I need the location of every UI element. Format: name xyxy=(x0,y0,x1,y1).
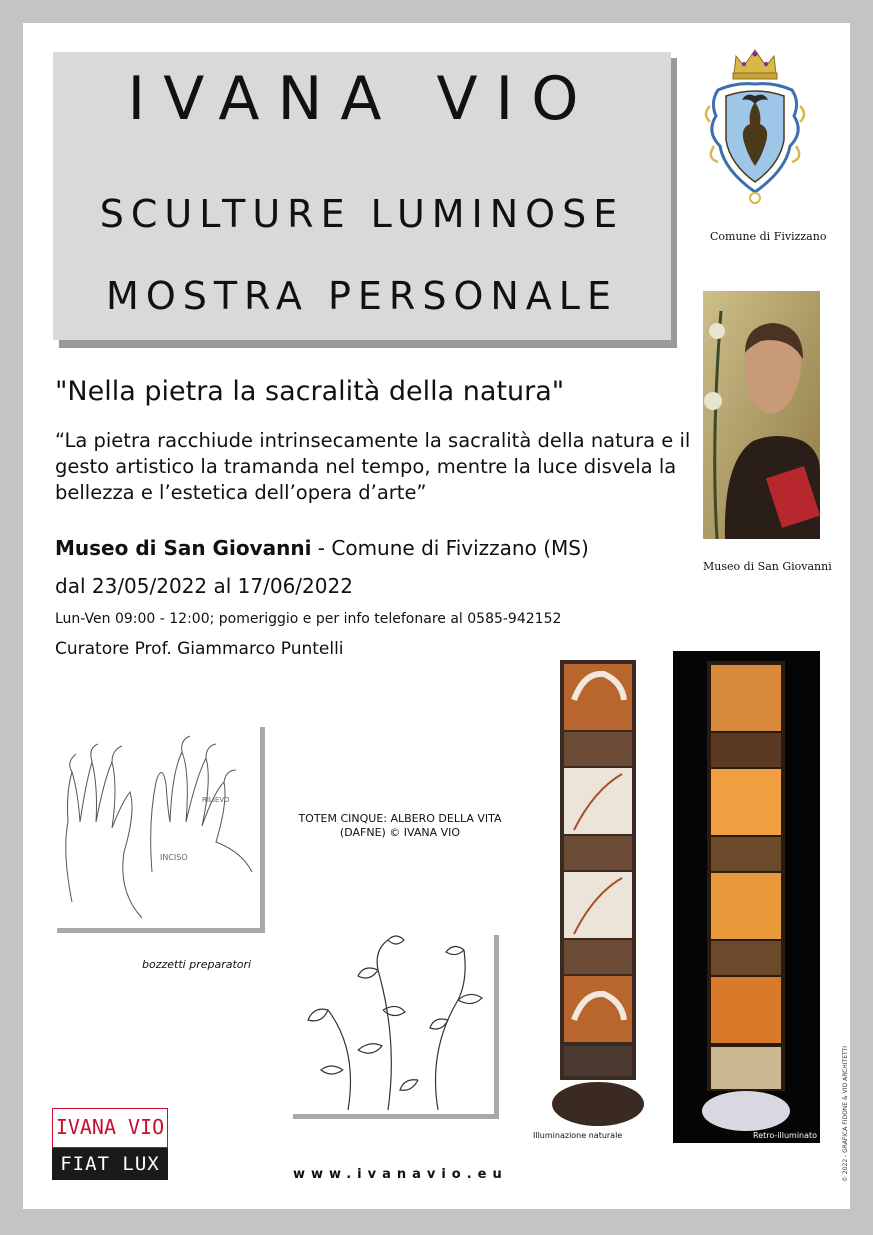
totem-natural-image xyxy=(550,660,646,1130)
comune-name: Comune di Fivizzano (MS) xyxy=(331,536,589,560)
leaves-drawing xyxy=(288,930,494,1114)
saint-painting-image xyxy=(703,291,820,539)
title-line-1: SCULTURE LUMINOSE xyxy=(99,192,625,236)
totem-caption-line-1: TOTEM CINQUE: ALBERO DELLA VITA xyxy=(298,812,502,825)
title-line-2: MOSTRA PERSONALE xyxy=(106,274,618,318)
logo-fiat-lux: FIAT LUX xyxy=(52,1148,168,1180)
exhibition-dates: dal 23/05/2022 al 17/06/2022 xyxy=(55,574,353,598)
leaves-sketch-image xyxy=(288,930,494,1114)
totem-caption-line-2: (DAFNE) © IVANA VIO xyxy=(339,826,461,839)
venue-line xyxy=(55,536,589,560)
quote-body: “La pietra racchiude intrinsecamente la sacralità della natura e il gesto artistico la tramanda nel tempo, mentre la luce disvela la bellezza e l’estetica dell’opera d’arte” xyxy=(55,429,691,504)
hands-drawing xyxy=(52,722,260,928)
website-link[interactable]: www.ivanavio.eu xyxy=(293,1167,508,1182)
fivizzano-crest-icon xyxy=(700,42,810,212)
quote-title: "Nella pietra la sacralità della natura" xyxy=(55,376,565,407)
curator: Curatore Prof. Giammarco Puntelli xyxy=(55,639,344,659)
hands-sketch-image xyxy=(52,722,260,928)
sketch-word-rilievo: RILIEVO xyxy=(202,796,230,804)
totem-backlit-image xyxy=(673,651,820,1143)
painting-caption: Museo di San Giovanni xyxy=(703,560,832,573)
natural-light-label: Illuminazione naturale xyxy=(533,1131,623,1140)
credits: © 2022 - GRAFICA FIDONE & VIO ARCHITETTI xyxy=(842,1046,849,1182)
logo-ivana-vio: IVANA VIO xyxy=(52,1108,168,1148)
crest-caption: Comune di Fivizzano xyxy=(710,230,827,243)
backlit-label: Retro-illuminato xyxy=(753,1131,818,1140)
venue-separator: - xyxy=(311,536,332,560)
opening-hours: Lun-Ven 09:00 - 12:00; pomeriggio e per info telefonare al 0585-942152 xyxy=(55,611,562,627)
totem-caption xyxy=(270,812,530,840)
museum-name: Museo di San Giovanni xyxy=(55,536,312,560)
sketch-word-inciso: INCISO xyxy=(160,853,188,862)
title-box xyxy=(53,52,671,340)
totem-backlit-panel xyxy=(673,651,820,1143)
artist-name: IVANA VIO xyxy=(127,64,597,134)
sketches-caption: bozzetti preparatori xyxy=(142,958,252,971)
